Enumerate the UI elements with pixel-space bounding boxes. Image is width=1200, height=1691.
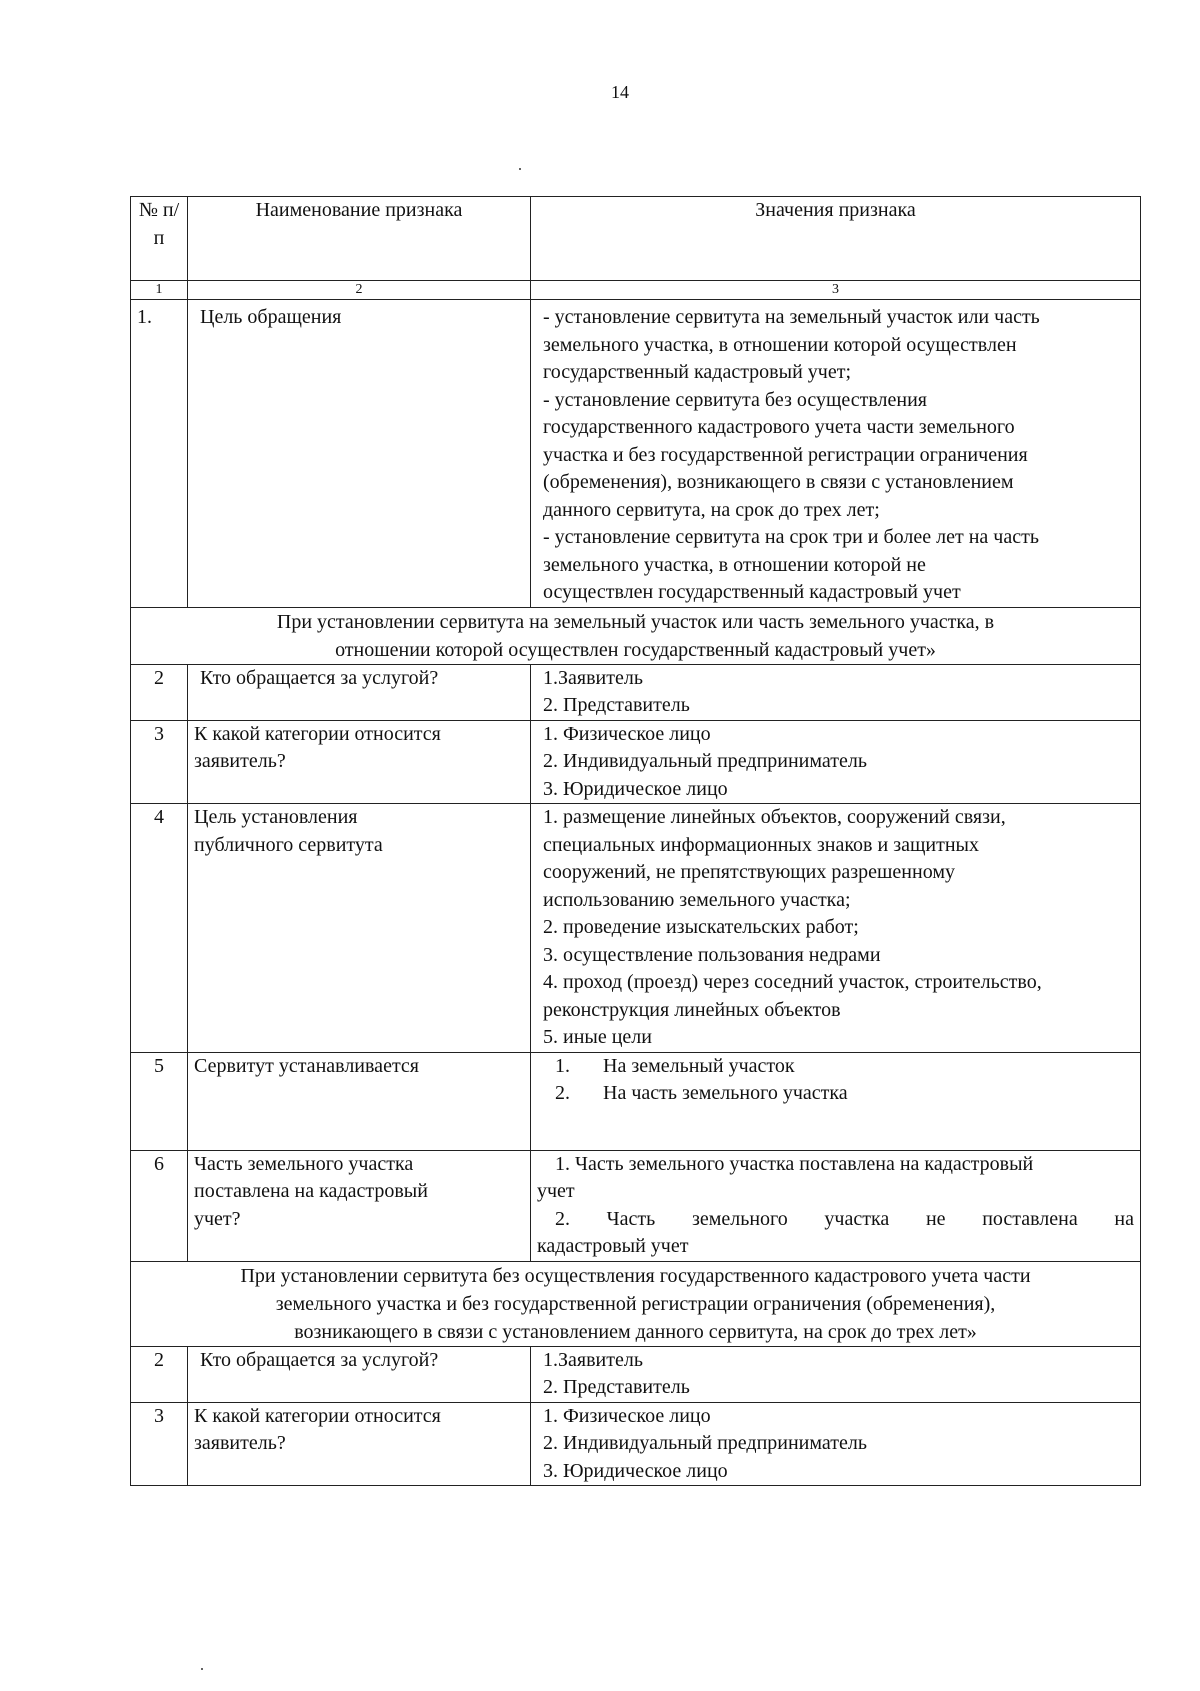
enum-item: [537, 1080, 1134, 1108]
section-heading-line: При установлении сервитута без осуществления государственного кадастрового учета части: [240, 1264, 1031, 1287]
row-name: [188, 1052, 531, 1150]
value-line: 1. Физическое лицо: [543, 1404, 711, 1427]
enum-number: 1.: [555, 1054, 570, 1077]
enum-item: [537, 1053, 1134, 1081]
value-line: (обременения), возникающего в связи с установлением: [543, 471, 1014, 493]
column-number: 3: [531, 281, 1141, 300]
value-line: специальных информационных знаков и защитных: [543, 833, 979, 856]
value-line: 2. Представитель: [543, 1376, 690, 1398]
row-values: [531, 720, 1141, 804]
value-line: сооружений, не препятствующих разрешенному: [543, 861, 955, 883]
name-line: К какой категории относится: [194, 722, 441, 745]
value-line: 2. Индивидуальный предприниматель: [543, 1432, 867, 1454]
section-heading-line: земельного участка и без государственной регистрации ограничения (обременения),: [275, 1292, 996, 1315]
table-row: [131, 1150, 1141, 1261]
value-line: 2. Индивидуальный предприниматель: [543, 750, 867, 772]
table-row: [131, 720, 1141, 804]
column-number-row: [131, 281, 1141, 300]
row-values: [531, 804, 1141, 1053]
table-row: [131, 1346, 1141, 1402]
value-line: 3. Юридическое лицо: [543, 777, 728, 800]
name-line: учет?: [194, 1207, 241, 1230]
section-heading: [131, 1261, 1141, 1346]
header-num-label: № п/п: [138, 199, 180, 249]
row-values: [531, 1346, 1141, 1402]
value-line: - установление сервитута без осуществления: [543, 388, 927, 411]
name-line: Часть земельного участка: [194, 1152, 414, 1175]
value-line: 1. размещение линейных объектов, сооружений связи,: [543, 806, 1006, 828]
row-values: [531, 300, 1141, 608]
value-line: земельного участка, в отношении которой не: [543, 553, 926, 576]
name-line: Сервитут устанавливается: [194, 1054, 419, 1077]
table-row: [131, 664, 1141, 720]
value-line: 1. Физическое лицо: [543, 722, 711, 745]
enum-number: 2.: [555, 1082, 570, 1104]
section-heading-row: [131, 1261, 1141, 1346]
value-line: 1.Заявитель: [543, 666, 643, 689]
name-line: публичного сервитута: [194, 833, 383, 856]
value-line: 1.Заявитель: [543, 1348, 643, 1371]
value-line: участка и без государственной регистрации ограничения: [543, 443, 1028, 466]
scan-speck: [519, 168, 521, 170]
header-values-label: Значения признака: [755, 199, 916, 221]
section-heading-line: возникающего в связи с установлением данного сервитута, на срок до трех лет»: [294, 1320, 977, 1343]
row-num: 4: [131, 804, 188, 1053]
header-name: [188, 197, 531, 281]
row-num: 6: [131, 1150, 188, 1261]
section-heading-row: [131, 607, 1141, 664]
value-line: реконструкция линейных объектов: [543, 998, 841, 1021]
row-name: Цель обращения: [188, 300, 531, 608]
name-line: Цель установления: [194, 806, 358, 828]
value-line: 2. проведение изыскательских работ;: [543, 916, 859, 938]
row-num: 5: [131, 1052, 188, 1150]
name-line: Кто обращается за услугой?: [200, 1348, 439, 1371]
value-line: 4. проход (проезд) через соседний участок, строительство,: [543, 971, 1042, 993]
value-line: 3. Юридическое лицо: [543, 1459, 728, 1482]
header-num: [131, 197, 188, 281]
row-name: [188, 664, 531, 720]
value-line: 2. Часть земельного участка не поставлена на: [555, 1207, 1134, 1230]
table-row: [131, 1402, 1141, 1486]
row-name: [188, 1402, 531, 1486]
attributes-table: [130, 196, 1141, 1486]
name-line: заявитель?: [194, 1432, 286, 1454]
value-line: 5. иные цели: [543, 1026, 652, 1048]
row-num: 2: [131, 664, 188, 720]
column-number: 2: [188, 281, 531, 300]
row-name: [188, 1150, 531, 1261]
section-heading: [131, 607, 1141, 664]
enum-text: На часть земельного участка: [603, 1082, 848, 1104]
value-line: осуществлен государственный кадастровый учет: [543, 581, 961, 603]
page-number: 14: [611, 82, 629, 102]
row-name: [188, 804, 531, 1053]
row-values: [531, 664, 1141, 720]
table-row: [131, 1052, 1141, 1150]
enum-text: На земельный участок: [603, 1054, 795, 1077]
name-line: заявитель?: [194, 750, 286, 772]
value-line: данного сервитута, на срок до трех лет;: [543, 498, 880, 521]
section-heading-line: отношении которой осуществлен государственный кадастровый учет»: [335, 638, 936, 661]
row-num: 2: [131, 1346, 188, 1402]
column-number: 1: [131, 281, 188, 300]
row-num: 1.: [131, 300, 188, 608]
value-line: кадастровый учет: [537, 1235, 689, 1257]
table-row: [131, 300, 1141, 608]
row-values: [531, 1052, 1141, 1150]
header-values: [531, 197, 1141, 281]
value-line: учет: [537, 1180, 575, 1202]
value-line: - установление сервитута на срок три и более лет на часть: [543, 526, 1039, 548]
value-line: 3. осуществление пользования недрами: [543, 943, 881, 966]
row-values: [531, 1402, 1141, 1486]
name-line: Кто обращается за услугой?: [200, 666, 439, 689]
value-line: государственный кадастровый учет;: [543, 361, 851, 383]
row-name: [188, 1346, 531, 1402]
row-num: 3: [131, 1402, 188, 1486]
row-num: 3: [131, 720, 188, 804]
value-line: 2. Представитель: [543, 694, 690, 716]
row-values: [531, 1150, 1141, 1261]
table-row: [131, 804, 1141, 1053]
scan-speck: [201, 1668, 203, 1670]
value-line: 1. Часть земельного участка поставлена на кадастровый: [555, 1152, 1034, 1175]
row-name: [188, 720, 531, 804]
value-line: - установление сервитута на земельный участок или часть: [543, 306, 1040, 328]
section-heading-line: При установлении сервитута на земельный участок или часть земельного участка, в: [276, 610, 995, 633]
name-line: поставлена на кадастровый: [194, 1180, 428, 1202]
table-header-row: [131, 197, 1141, 281]
value-line: государственного кадастрового учета части земельного: [543, 416, 1015, 438]
value-line: земельного участка, в отношении которой осуществлен: [543, 333, 1017, 356]
value-line: использованию земельного участка;: [543, 888, 851, 911]
header-name-label: Наименование признака: [255, 199, 463, 221]
name-line: К какой категории относится: [194, 1404, 441, 1427]
